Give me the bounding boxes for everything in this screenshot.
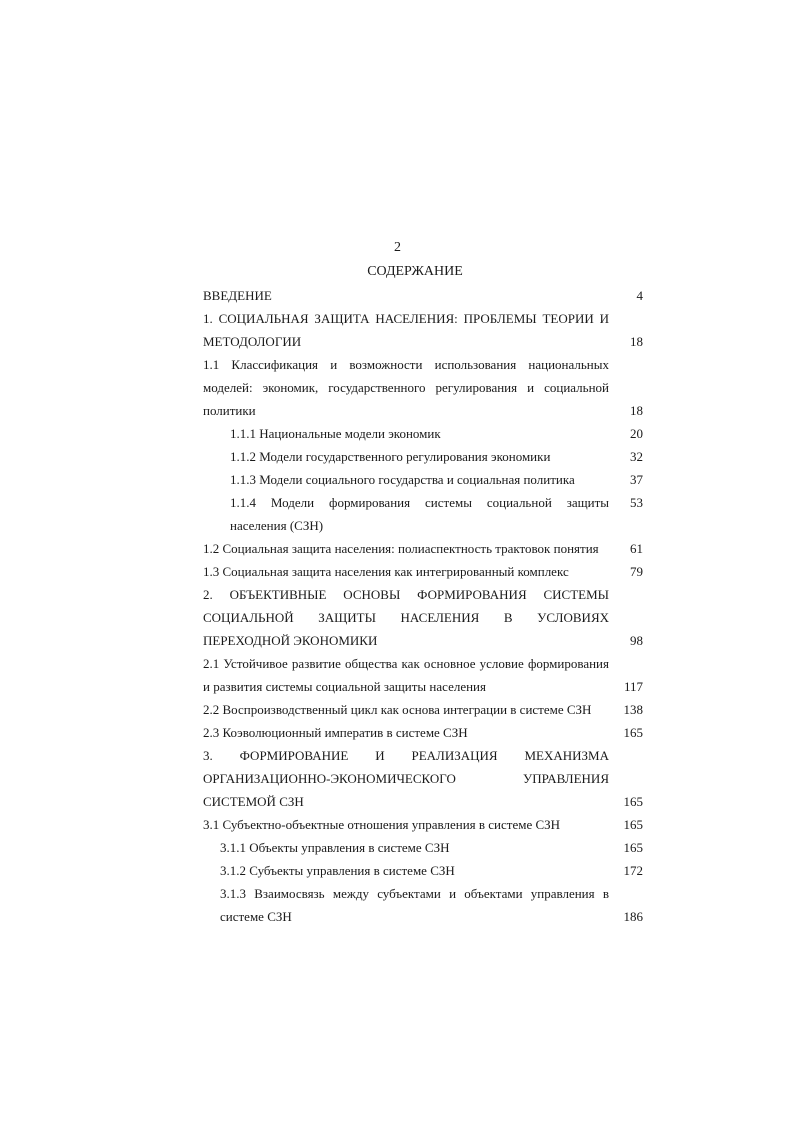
toc-entry-text: 1.3 Социальная защита населения как интегрированный комплекс	[203, 564, 569, 579]
toc-entry-2-3	[203, 721, 643, 744]
toc-entry-text: 1.1 Классификация и возможности использования национальных моделей: экономик, государственного регулирования и социальной политики	[203, 357, 609, 418]
toc-entry-chapter-2	[203, 583, 643, 652]
toc-entry-3-1-2	[203, 859, 643, 882]
toc-entry-3-1-3	[203, 882, 643, 928]
toc-entry-page: 32	[630, 449, 643, 464]
toc-entry-page: 61	[630, 541, 643, 556]
toc-entry-page: 117	[623, 679, 643, 694]
toc-entry-text: 2.3 Коэволюционный императив в системе СЗН	[203, 725, 468, 740]
toc-entry-text: 3.1.3 Взаимосвязь между субъектами и объектами управления в системе СЗН	[220, 886, 609, 924]
toc-entry-page: 172	[623, 863, 643, 878]
toc-entry-intro	[203, 284, 643, 307]
toc-entry-1-1-1	[203, 422, 643, 445]
toc-entry-text: 3. ФОРМИРОВАНИЕ И РЕАЛИЗАЦИЯ МЕХАНИЗМА ОРГАНИЗАЦИОННО-ЭКОНОМИЧЕСКОГО УПРАВЛЕНИЯ СИСТЕМОЙ СЗН	[203, 748, 609, 809]
toc-title: СОДЕРЖАНИЕ	[367, 264, 463, 279]
toc-entry-text: 3.1 Субъектно-объектные отношения управления в системе СЗН	[203, 817, 561, 832]
toc-entry-page: 18	[630, 334, 643, 349]
toc-entry-page: 165	[623, 725, 643, 740]
toc-entry-1-1	[203, 353, 643, 422]
toc-entry-text: 1.1.2 Модели государственного регулирования экономики	[230, 449, 551, 464]
toc-entry-1-1-3	[203, 468, 643, 491]
toc-entry-page: 165	[623, 840, 643, 855]
toc-entry-page: 138	[623, 702, 643, 717]
toc-entry-1-3	[203, 560, 643, 583]
toc-entry-1-1-4	[203, 491, 643, 537]
toc-entry-3-1	[203, 813, 643, 836]
toc-entry-page: 4	[636, 288, 643, 303]
toc-entry-2-2	[203, 698, 643, 721]
toc-entry-1-2	[203, 537, 643, 560]
toc-entry-page: 79	[630, 564, 643, 579]
toc-entry-text: 3.1.1 Объекты управления в системе СЗН	[220, 840, 450, 855]
toc-entry-page: 165	[623, 794, 643, 809]
toc-entry-text: 1.1.3 Модели социального государства и социальная политика	[230, 472, 575, 487]
toc-entry-page: 98	[630, 633, 643, 648]
toc-entry-page: 53	[630, 495, 643, 510]
toc-entry-text: 1.1.4 Модели формирования системы социальной защиты населения (СЗН)	[230, 495, 609, 533]
toc-entry-page: 165	[623, 817, 643, 832]
toc-entry-text: 2. ОБЪЕКТИВНЫЕ ОСНОВЫ ФОРМИРОВАНИЯ СИСТЕМЫ СОЦИАЛЬНОЙ ЗАЩИТЫ НАСЕЛЕНИЯ В УСЛОВИЯХ ПЕРЕХОДНОЙ ЭКОНОМИКИ	[203, 587, 609, 648]
toc-entry-2-1	[203, 652, 643, 698]
toc-entry-1-1-2	[203, 445, 643, 468]
table-of-contents	[203, 284, 643, 928]
toc-entry-text: ВВЕДЕНИЕ	[203, 288, 272, 303]
toc-entry-page: 186	[623, 909, 643, 924]
toc-entry-text: 3.1.2 Субъекты управления в системе СЗН	[220, 863, 455, 878]
toc-entry-text: 1.2 Социальная защита населения: полиаспектность трактовок понятия	[203, 541, 599, 556]
page-number: 2	[394, 240, 401, 255]
toc-entry-text: 1. СОЦИАЛЬНАЯ ЗАЩИТА НАСЕЛЕНИЯ: ПРОБЛЕМЫ ТЕОРИИ И МЕТОДОЛОГИИ	[203, 311, 609, 349]
toc-entry-3-1-1	[203, 836, 643, 859]
toc-entry-text: 2.2 Воспроизводственный цикл как основа интеграции в системе СЗН	[203, 702, 592, 717]
toc-entry-chapter-3	[203, 744, 643, 813]
toc-entry-text: 1.1.1 Национальные модели экономик	[230, 426, 441, 441]
toc-entry-page: 18	[630, 403, 643, 418]
toc-entry-text: 2.1 Устойчивое развитие общества как основное условие формирования и развития системы социальной защиты населения	[203, 656, 609, 694]
toc-entry-chapter-1	[203, 307, 643, 353]
toc-entry-page: 20	[630, 426, 643, 441]
toc-entry-page: 37	[630, 472, 643, 487]
